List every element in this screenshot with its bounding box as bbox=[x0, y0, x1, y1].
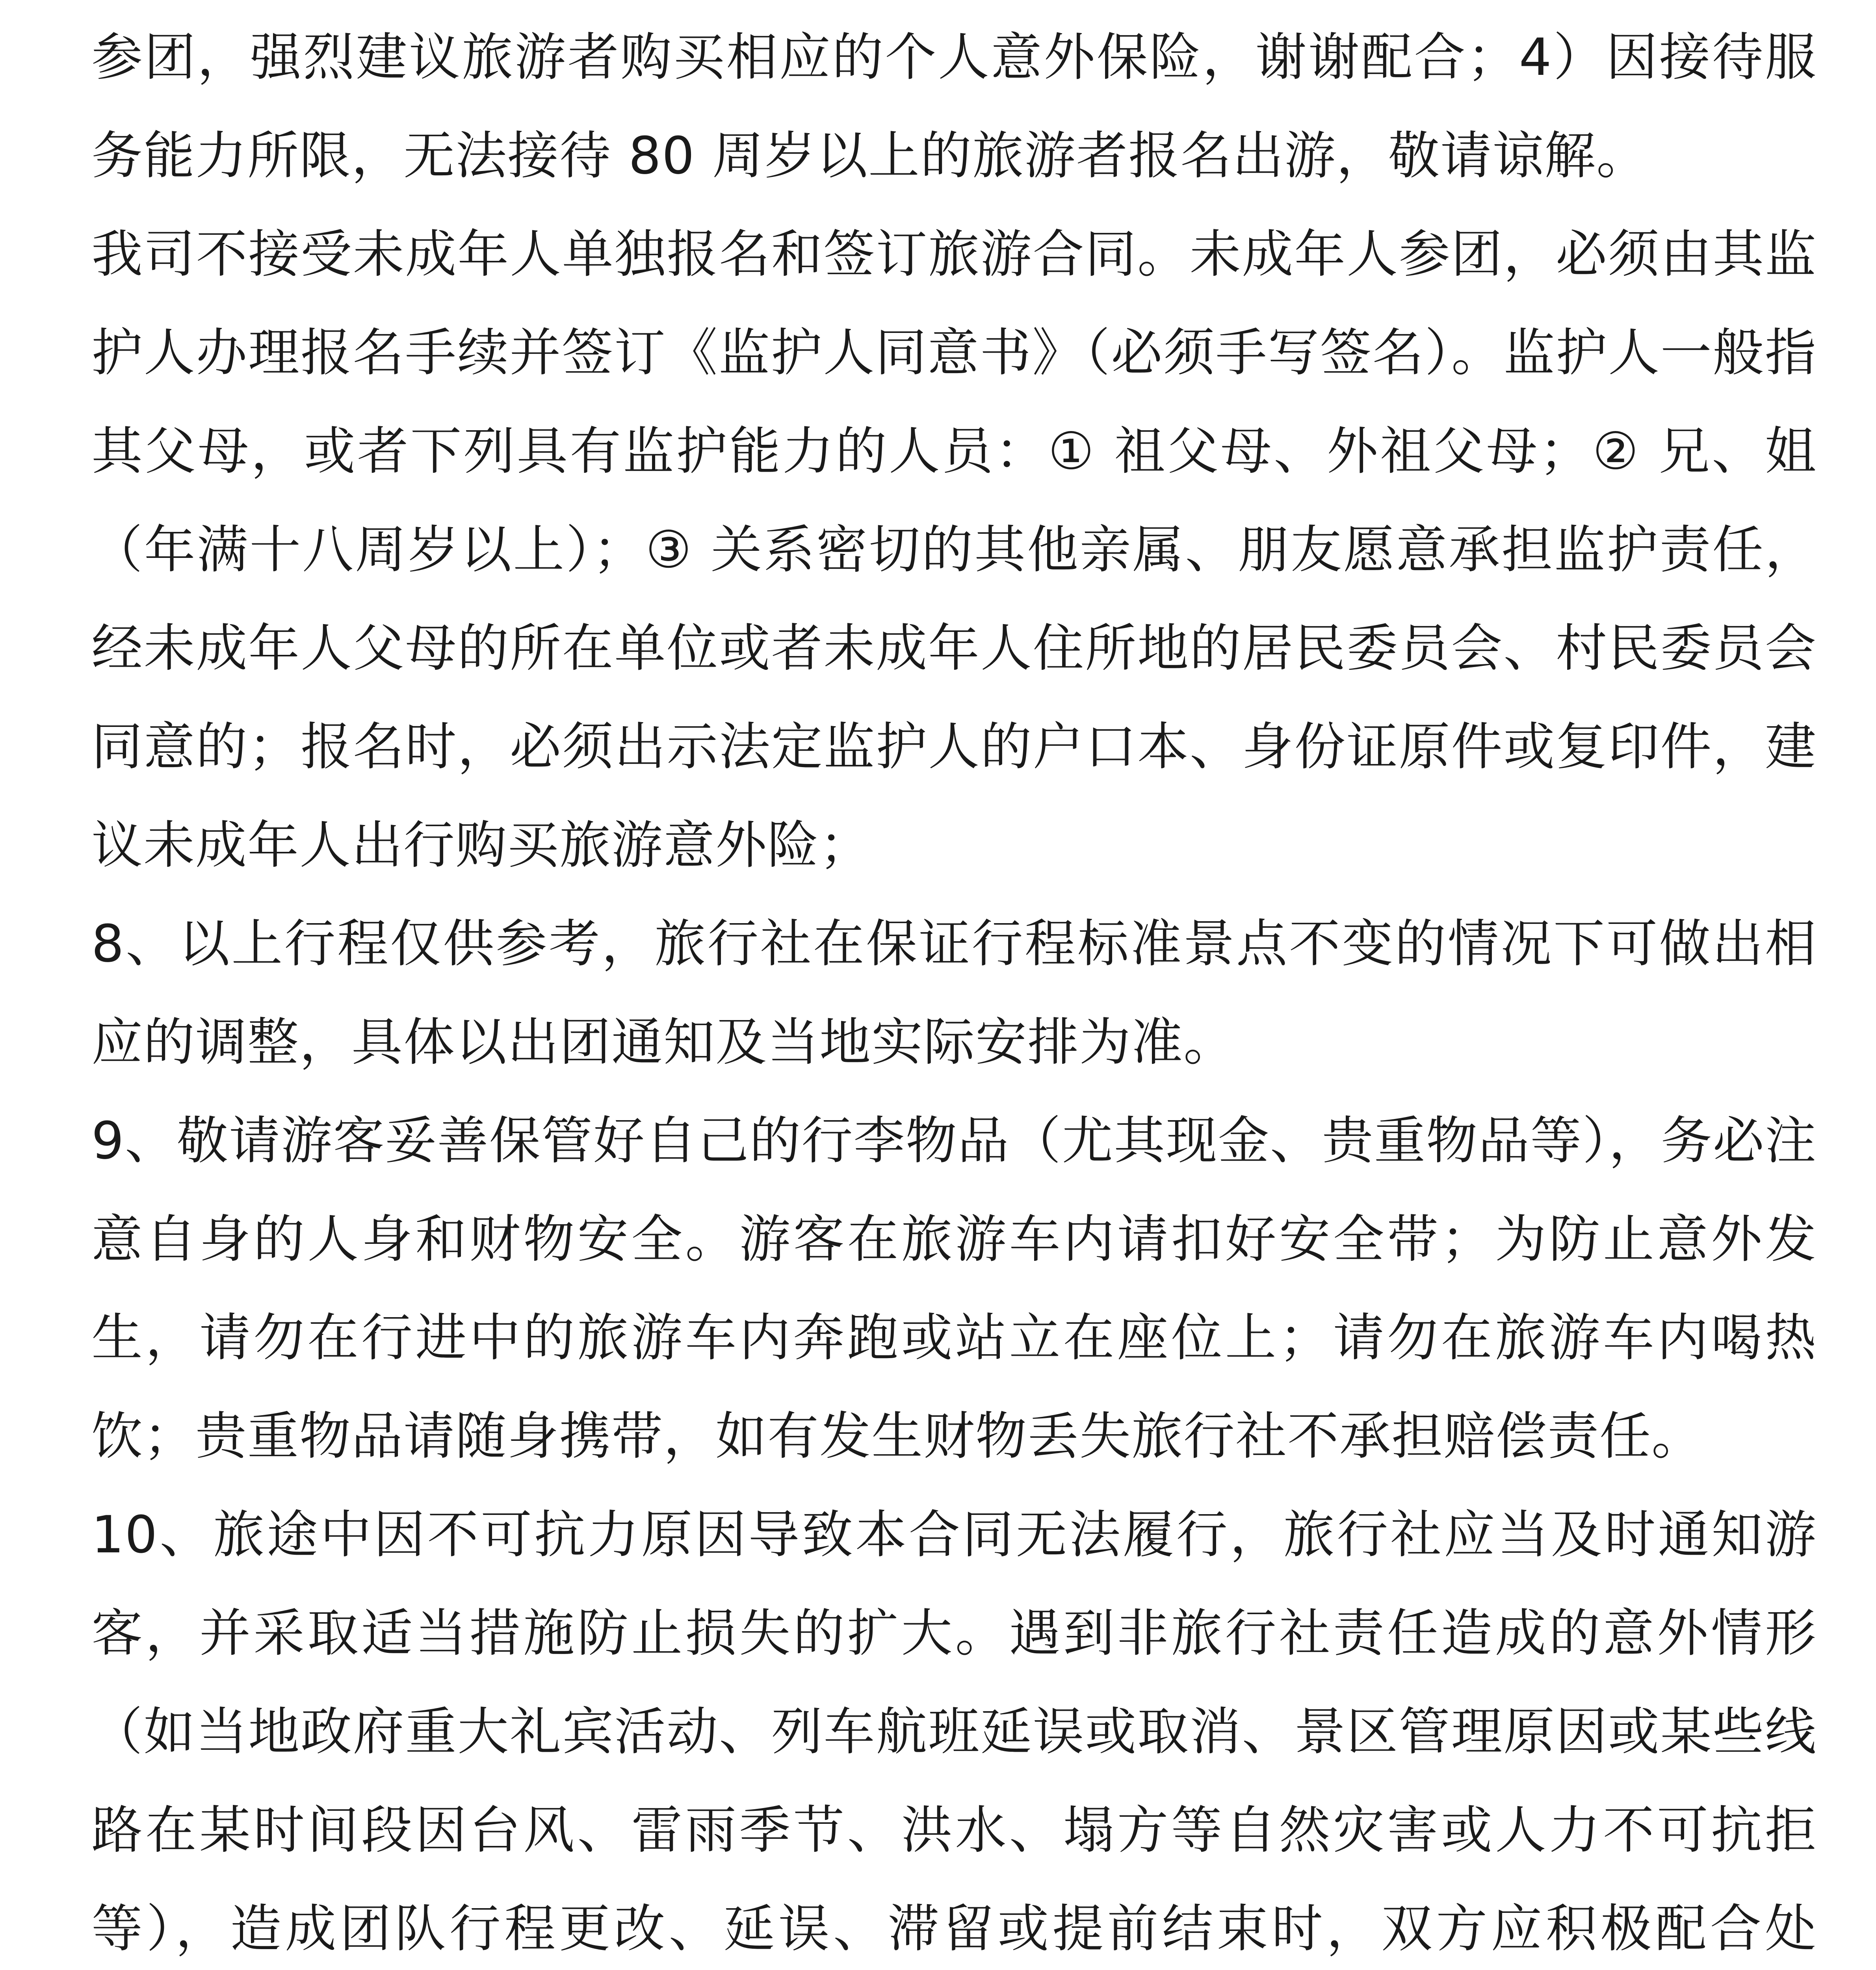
notice-text-block bbox=[91, 8, 1817, 1970]
paragraph-itinerary-reference: 8、以上行程仅供参考，旅行社在保证行程标准景点不变的情况下可做出相应的调整，具体以出团通知及当地实际安排为准。 bbox=[91, 914, 1817, 1072]
paragraph-belongings-safety: 9、敬请游客妥善保管好自己的行李物品（尤其现金、贵重物品等），务必注意自身的人身和财物安全。游客在旅游车内请扣好安全带；为防止意外发生，请勿在行进中的旅游车内奔跑或站立在座位上；请勿在旅游车内喝热饮；贵重物品请随身携带，如有发生财物丢失旅行社不承担赔偿责任。 bbox=[91, 1111, 1817, 1466]
paragraph-insurance-age-limit: 参团，强烈建议旅游者购买相应的个人意外保险，谢谢配合；4）因接待服务能力所限，无法接待 80 周岁以上的旅游者报名出游，敬请谅解。 bbox=[91, 27, 1817, 186]
paragraph-minors-guardian: 我司不接受未成年人单独报名和签订旅游合同。未成年人参团，必须由其监护人办理报名手续并签订《监护人同意书》（必须手写签名）。监护人一般指其父母，或者下列具有监护能力的人员：① 祖父母、外祖父母；② 兄、姐（年满十八周岁以上）；③ 关系密切的其他亲属、朋友愿意承担监护责任，经未成年人父母的所在单位或者未成年人住所地的居民委员会、村民委员会同意的；报名时，必须出示法定监护人的户口本、身份证原件或复印件，建议未成年人出行购买旅游意外险； bbox=[91, 224, 1817, 875]
paragraph-force-majeure: 10、旅途中因不可抗力原因导致本合同无法履行，旅行社应当及时通知游客，并采取适当措施防止损失的扩大。遇到非旅行社责任造成的意外情形（如当地政府重大礼宾活动、列车航班延误或取消、景区管理原因或某些线路在某时间段因台风、雷雨季节、洪水、塌方等自然灾害或人力不可抗拒等），造成团队行程更改、延误、滞留或提前结束时，双方应积极配合处 bbox=[91, 1505, 1817, 1959]
